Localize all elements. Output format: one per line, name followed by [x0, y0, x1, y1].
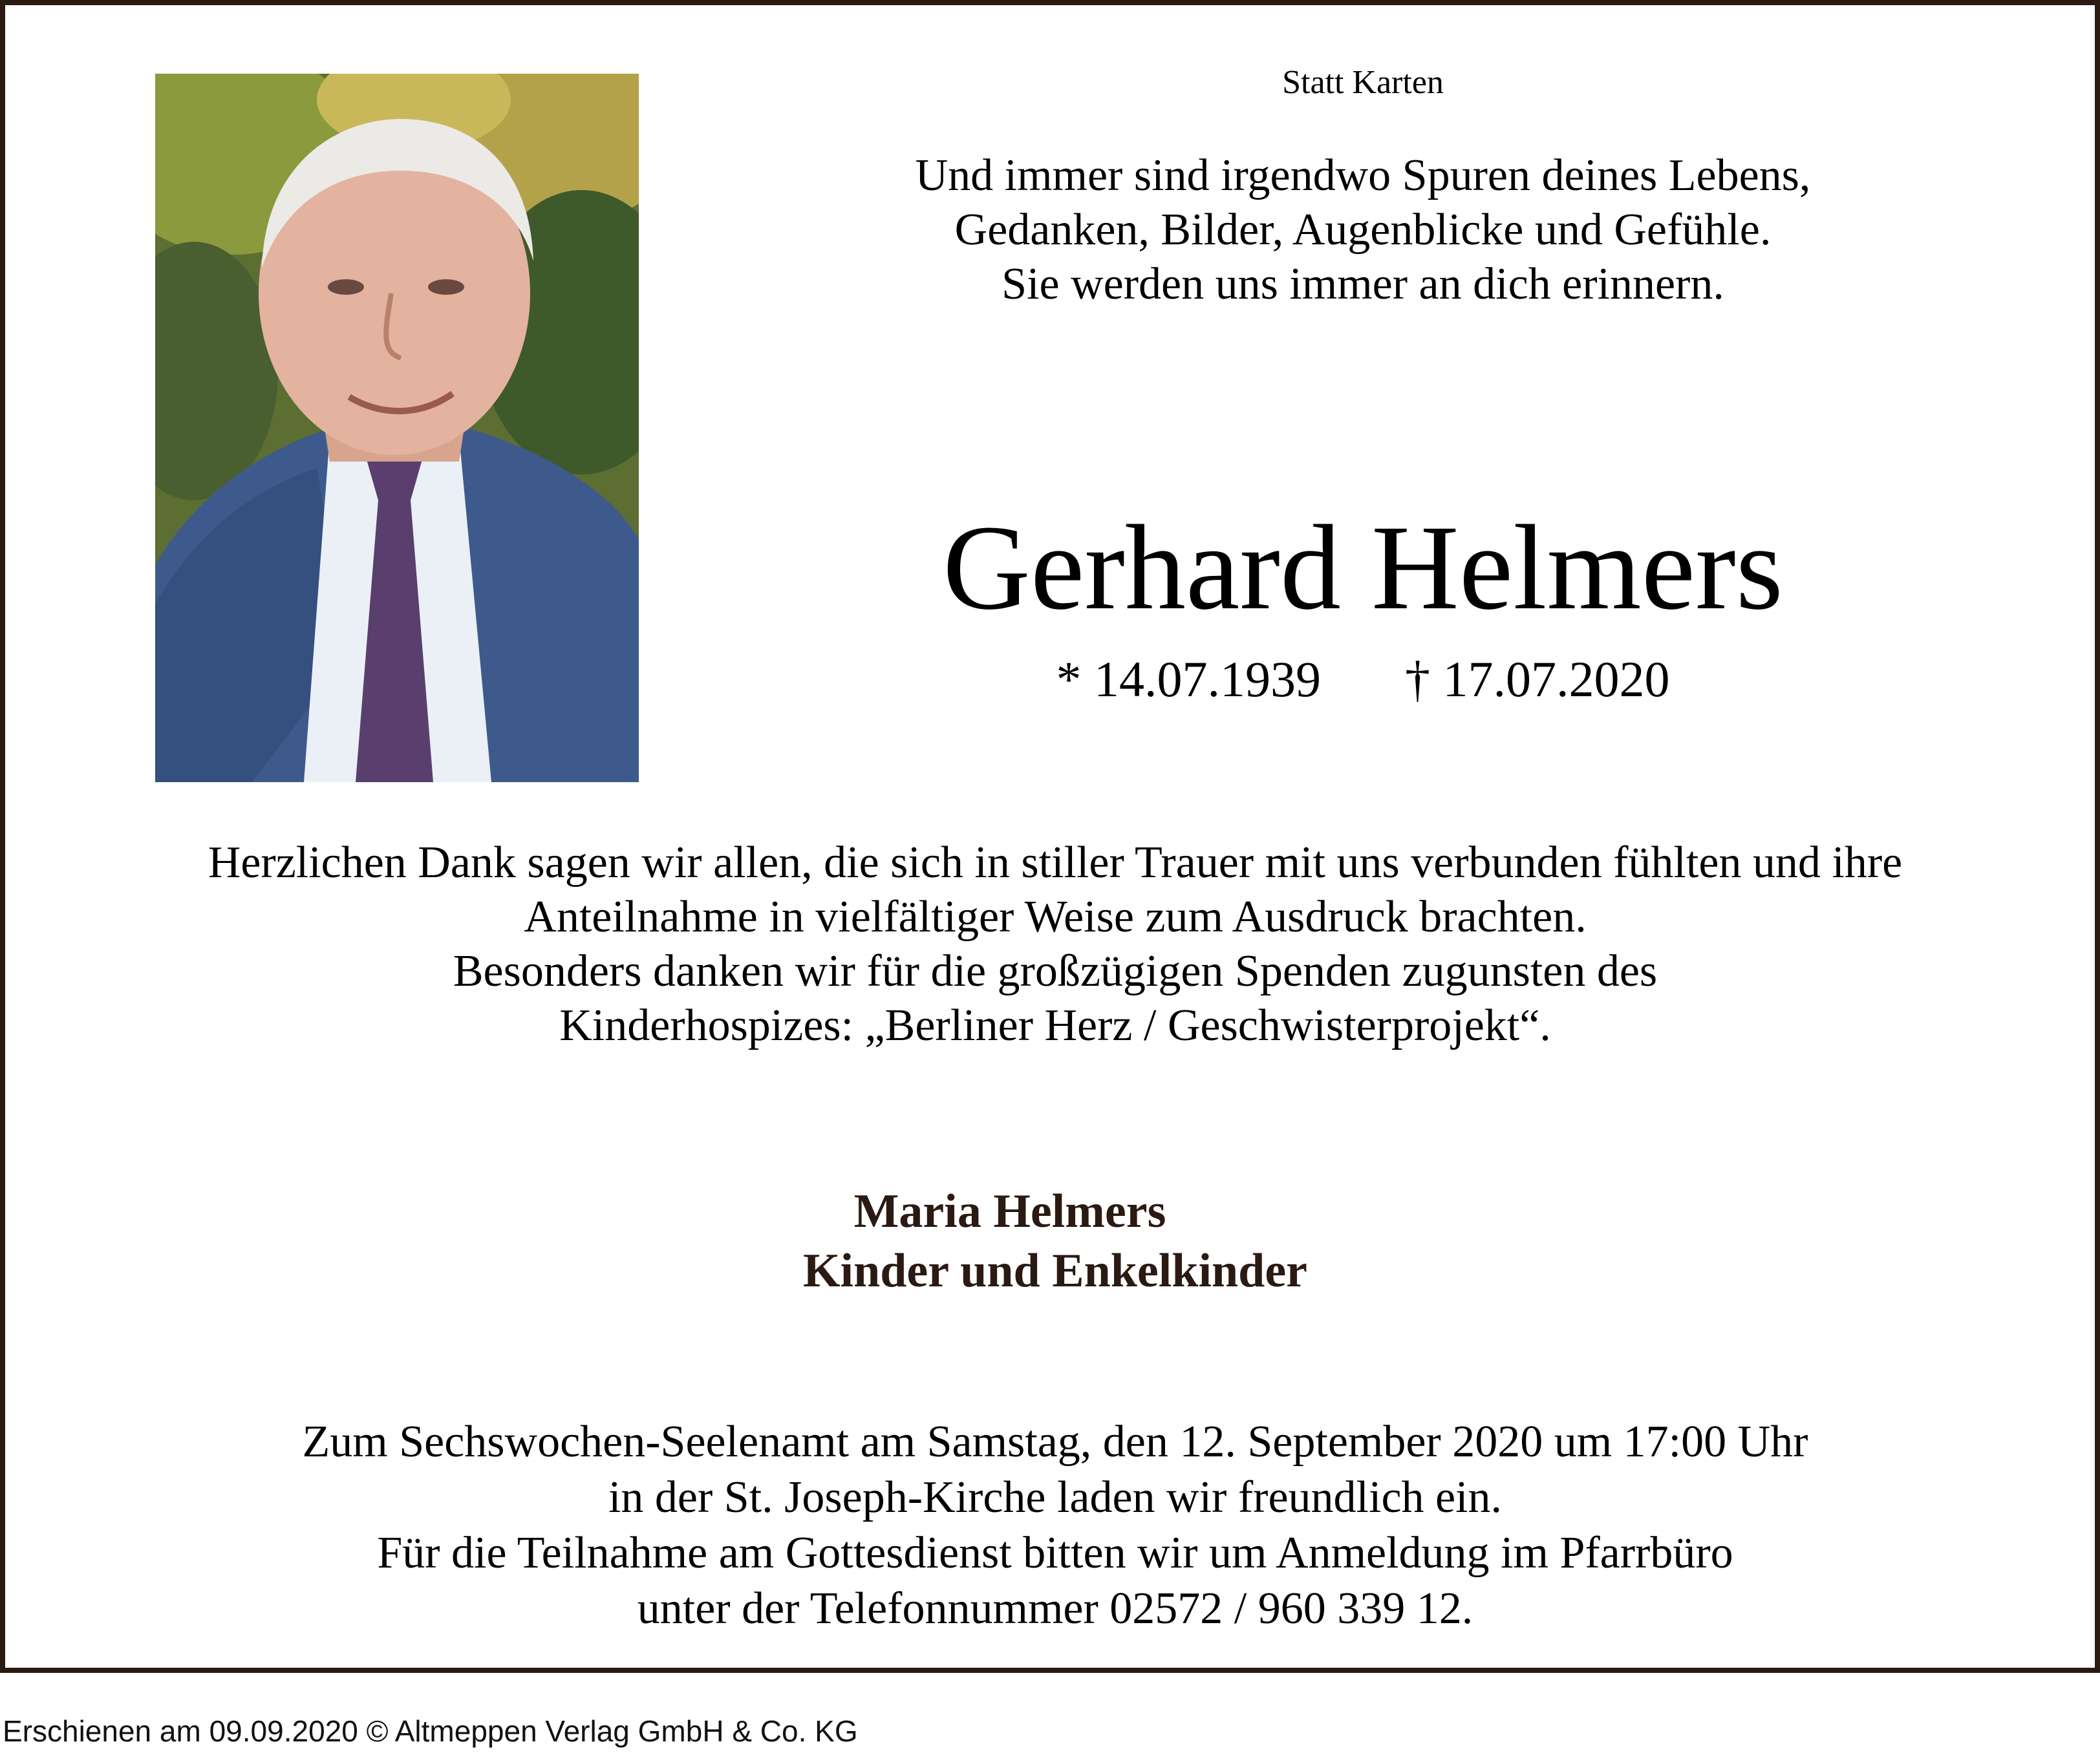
invitation-line: Für die Teilnahme am Gottesdienst bitten wir um Anmeldung im Pfarrbüro: [377, 1528, 1733, 1578]
signer-family: Kinder und Enkelkinder: [802, 1244, 1308, 1297]
verse-line: Sie werden uns immer an dich erinnern.: [1002, 259, 1724, 309]
portrait-illustration: [155, 74, 639, 782]
invitation-line: Zum Sechswochen-Seelenamt am Samstag, den 12. September 2020 um 17:00 Uhr: [302, 1417, 1808, 1467]
statt-karten-label: Statt Karten: [1282, 64, 1444, 101]
death-date: † 17.07.2020: [1405, 651, 1670, 707]
invitation-line: unter der Telefonnummer 02572 / 960 339 12.: [637, 1584, 1473, 1633]
thanks-line: Besonders danken wir für die großzügigen Spenden zugunsten des: [453, 946, 1658, 996]
thanks-line: Anteilnahme in vielfältiger Weise zum Ausdruck brachten.: [524, 892, 1587, 942]
thanks-paragraph: [70, 836, 2041, 1053]
deceased-name: Gerhard Helmers: [943, 500, 1783, 635]
publication-footer: Erschienen am 09.09.2020 © Altmeppen Verlag GmbH & Co. KG: [3, 1714, 858, 1748]
signer-name: Maria Helmers: [853, 1185, 1166, 1238]
thanks-line: Herzlichen Dank sagen wir allen, die sich in stiller Trauer mit uns verbunden fühlten und ihre: [208, 838, 1903, 888]
birth-date: * 14.07.1939: [1056, 651, 1321, 707]
life-dates: [846, 648, 1880, 710]
invitation-line: in der St. Joseph-Kirche laden wir freundlich ein.: [608, 1473, 1503, 1522]
verse-line: Gedanken, Bilder, Augenblicke und Gefühle.: [954, 205, 1772, 255]
verse-line: Und immer sind irgendwo Spuren deines Lebens,: [915, 151, 1811, 200]
thanks-line: Kinderhospizes: „Berliner Herz / Geschwisterprojekt“.: [559, 1001, 1551, 1050]
portrait-photo: [155, 74, 639, 782]
memorial-verse: [742, 149, 1984, 312]
signers-block: [587, 1182, 1523, 1301]
invitation-paragraph: [134, 1414, 1976, 1637]
